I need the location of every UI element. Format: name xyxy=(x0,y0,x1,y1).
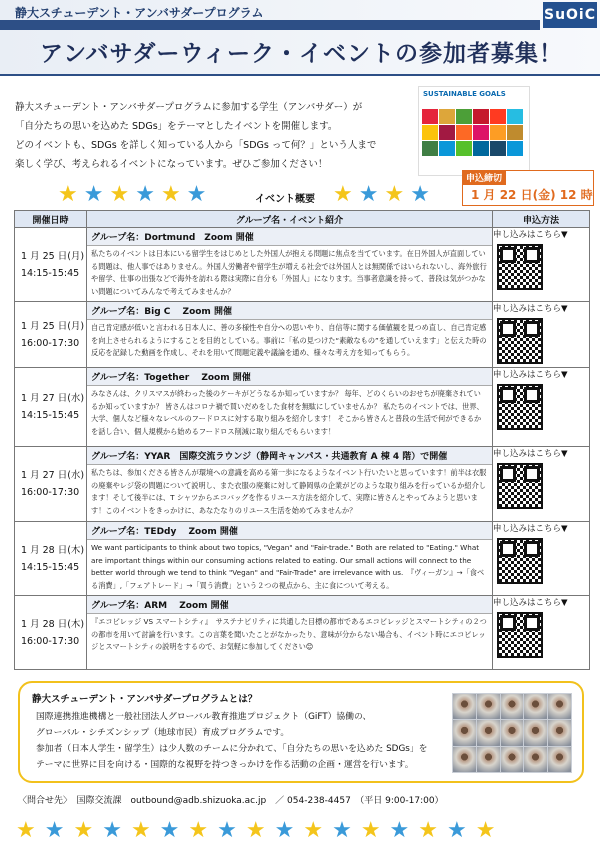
header-divider xyxy=(0,74,600,76)
event-date: 1 月 28 日(木) xyxy=(21,618,85,630)
event-time: 14:15-15:45 xyxy=(21,267,80,279)
table-row xyxy=(15,596,590,670)
col-header-apply: 申込方法 xyxy=(493,211,590,228)
col-header-datetime: 開催日時 xyxy=(15,211,87,228)
qr-code[interactable] xyxy=(497,463,543,509)
group-description: 私たちのイベントは日本にいる留学生をはじめとした外国人が抱える問題に焦点を当てています。在日外国人が直面している問題は、他人事ではありません。外国人労働者や留学生が増える社会では外国人とは無関係ではいられないし、海外旅行や留学、仕事の出張などで海外を訪れる際は実際に自分も「外国人」になります。当事者意識を持って、普段は気がつかない問題についてみんなで考えてみませんか？ xyxy=(91,249,487,296)
header xyxy=(0,0,600,76)
event-time: 14:15-15:45 xyxy=(21,410,80,421)
about-title: 静大スチューデント・アンバサダープログラムとは？ xyxy=(32,694,258,705)
header-bar xyxy=(0,20,540,30)
event-date: 1 月 27 日(水) xyxy=(21,470,85,481)
table-row xyxy=(15,522,590,596)
deadline-tag: 申込締切 xyxy=(462,170,506,185)
group-description: みなさんは、クリスマスが終わった後のケーキがどうなるか知っていますか？ 毎年、どのくらいのおせちが廃棄されているか知っていますか？ 皆さんはコロナ禍で買いだめをした食材を無駄にしていませんか？ 私たちのイベントでは、世界、大学、個人など様々なレベルのフードロスに対する取り組みを紹介します！ そこから皆さんと普段の生活で何ができるかを話し合い、個人規模から始めるフードロス削減に取り組んでもらいます！ xyxy=(91,389,484,436)
about-line: 国際連携推進機構と一般社団法人グローバル教育推進プロジェクト（GiFT）協働の、 xyxy=(36,712,372,722)
deadline-date: 1 月 22 日(金) 12 時 xyxy=(471,188,593,202)
event-time: 16:00-17:30 xyxy=(21,635,80,647)
about-line: テーマに世界に目を向ける・国際的な視野を持つきっかけを作る活動の企画・運営を行います。 xyxy=(36,760,414,770)
participants-photo xyxy=(452,693,572,773)
qr-code[interactable] xyxy=(497,244,543,290)
event-info xyxy=(87,302,493,368)
apply-cell xyxy=(493,522,590,596)
about-body xyxy=(36,709,441,773)
event-date: 1 月 27 日(水) xyxy=(21,393,85,404)
about-line: 参加者（日本人学生・留学生）は少人数のチームに分かれて、「自分たちの思いを込めた SDGs」を xyxy=(36,744,428,754)
group-description: 『エコビレッジ VS スマートシティ』 サステナビリティに共通した目標の都市であるエコビレッジとスマートシティの２つの都市を用いて討論を行います。この言葉を聞いたことがなかったり、意味が分からない場合も、イベント時にエコビレッジとスマートシティの説明をするので、お気軽に参加してください😊 xyxy=(91,617,487,652)
about-line: グローバル・シチズンシップ（地球市民）育成プログラムです。 xyxy=(36,728,290,738)
intro-line: 静大スチューデント・アンバサダープログラムに参加する学生（アンバサダー）が xyxy=(15,102,363,113)
apply-label: 申し込みはこちら▼ xyxy=(493,304,568,314)
apply-cell xyxy=(493,447,590,522)
group-description: 自己肯定感が低いと言われる日本人に、善の多様性や自分への思いやり、自信等に関する価値観を見つめ直し、自己肯定感を向上させられるようにすることを目的としている。事前に「私の見つけた“素敵なもの”を通していえます」と伝えた時の反応を記録した動画を作成し、それを用いて問題定義や議論を通め、様々な考え方を知ってもらう。 xyxy=(91,323,487,358)
event-table xyxy=(14,210,590,670)
group-name: グループ名：Together Zoom 開催 xyxy=(87,368,492,386)
group-description: We want participants to think about two topics, "Vegan" and "Fair-trade." Both are related to "Eating." What are important things within our consuming actions related to eating. Our small actions will connect to the better world through we tend to think "Vegan" and "Fair-Trade" are irrelevance with us. 『ヴィーガン』→「食べる消費」,「フェアトレード」→「買う消費」という２つの視点から、主に食について考える。 xyxy=(91,543,485,590)
group-name: グループ名：Big C Zoom 開催 xyxy=(87,302,492,320)
page-title: アンバサダーウィーク・イベントの参加者募集！ xyxy=(40,41,563,67)
qr-code[interactable] xyxy=(497,612,543,658)
sdgs-graphic xyxy=(418,86,530,176)
event-date: 1 月 25 日(月) xyxy=(21,250,85,262)
apply-cell xyxy=(493,228,590,302)
event-time: 16:00-17:30 xyxy=(21,487,80,498)
apply-cell xyxy=(493,302,590,368)
event-datetime xyxy=(15,522,87,596)
group-description: 私たちは、参加くださる皆さんが環境への意識を高める第一歩になるようなイベント行いたいと思っています！前半は衣服の廃棄やレジ袋の問題について説明し、また衣服の廃棄に対して静岡県の企業がどのような取り組みを行っているか紹介します！そして後半には、T シャツからエコバッグを作るリユース方法を紹介して、実際に皆さんとやってみようと思います！このイベントをきっかけに、あなたなりのリユース生活を始めてみませんか？ xyxy=(91,468,487,515)
apply-label: 申し込みはこちら▼ xyxy=(493,449,568,459)
group-name: グループ名：TEDdy Zoom 開催 xyxy=(87,522,492,540)
intro-line: どのイベントも、SDGs を詳しく知っている人から「SDGs って何？」という人まで xyxy=(15,140,377,151)
event-info xyxy=(87,596,493,670)
table-row xyxy=(15,302,590,368)
apply-label: 申し込みはこちら▼ xyxy=(493,230,568,240)
event-date: 1 月 28 日(木) xyxy=(21,544,85,556)
event-datetime xyxy=(15,228,87,302)
apply-label: 申し込みはこちら▼ xyxy=(493,598,568,608)
apply-cell xyxy=(493,596,590,670)
group-name: グループ名：ARM Zoom 開催 xyxy=(87,596,492,614)
group-name: グループ名：Dortmund Zoom 開催 xyxy=(87,228,492,246)
deadline-box xyxy=(462,170,594,206)
about-box xyxy=(18,681,584,783)
table-row xyxy=(15,447,590,522)
group-name: グループ名：YYAR 国際交流ラウンジ（静岡キャンパス・共通教育 A 棟 4 階）で開催 xyxy=(87,447,492,465)
event-info xyxy=(87,228,493,302)
event-datetime xyxy=(15,596,87,670)
intro-line: 楽しく学び、考えられるイベントになっています。ぜひご参加ください！ xyxy=(15,159,328,170)
table-row xyxy=(15,228,590,302)
suoic-logo: SuOiC xyxy=(543,2,597,28)
star-row-right: ★★★★ xyxy=(333,182,436,207)
event-time: 14:15-15:45 xyxy=(21,561,80,573)
apply-label: 申し込みはこちら▼ xyxy=(493,524,568,534)
event-time: 16:00-17:30 xyxy=(21,337,80,349)
event-info xyxy=(87,368,493,447)
apply-label: 申し込みはこちら▼ xyxy=(493,370,568,380)
sdgs-icons xyxy=(422,109,523,156)
col-header-group: グループ名・イベント紹介 xyxy=(87,211,493,228)
program-name: 静大スチューデント・アンバサダープログラム xyxy=(15,6,264,20)
event-info xyxy=(87,447,493,522)
event-datetime xyxy=(15,447,87,522)
qr-code[interactable] xyxy=(497,384,543,430)
contact-info: 〈問合せ先〉 国際交流課 outbound@adb.shizuoka.ac.jp ／ 054-238-4457 （平日 9:00-17:00） xyxy=(18,796,444,806)
table-row xyxy=(15,368,590,447)
qr-code[interactable] xyxy=(497,318,543,364)
event-info xyxy=(87,522,493,596)
bottom-star-row: ★★★★★★★★★★★★★★★★★ xyxy=(16,818,505,843)
apply-cell xyxy=(493,368,590,447)
event-datetime xyxy=(15,368,87,447)
event-date: 1 月 25 日(月) xyxy=(21,320,85,332)
event-overview-title: イベント概要 xyxy=(255,194,315,205)
intro-line: 「自分たちの思いを込めた SDGs」をテーマとしたイベントを開催します。 xyxy=(15,121,338,132)
sdgs-header: SUSTAINABLE GOALS xyxy=(423,90,506,98)
star-row-left: ★★★★★★ xyxy=(58,182,213,207)
table-header-row xyxy=(15,211,590,228)
qr-code[interactable] xyxy=(497,538,543,584)
event-datetime xyxy=(15,302,87,368)
intro-text xyxy=(15,98,405,174)
